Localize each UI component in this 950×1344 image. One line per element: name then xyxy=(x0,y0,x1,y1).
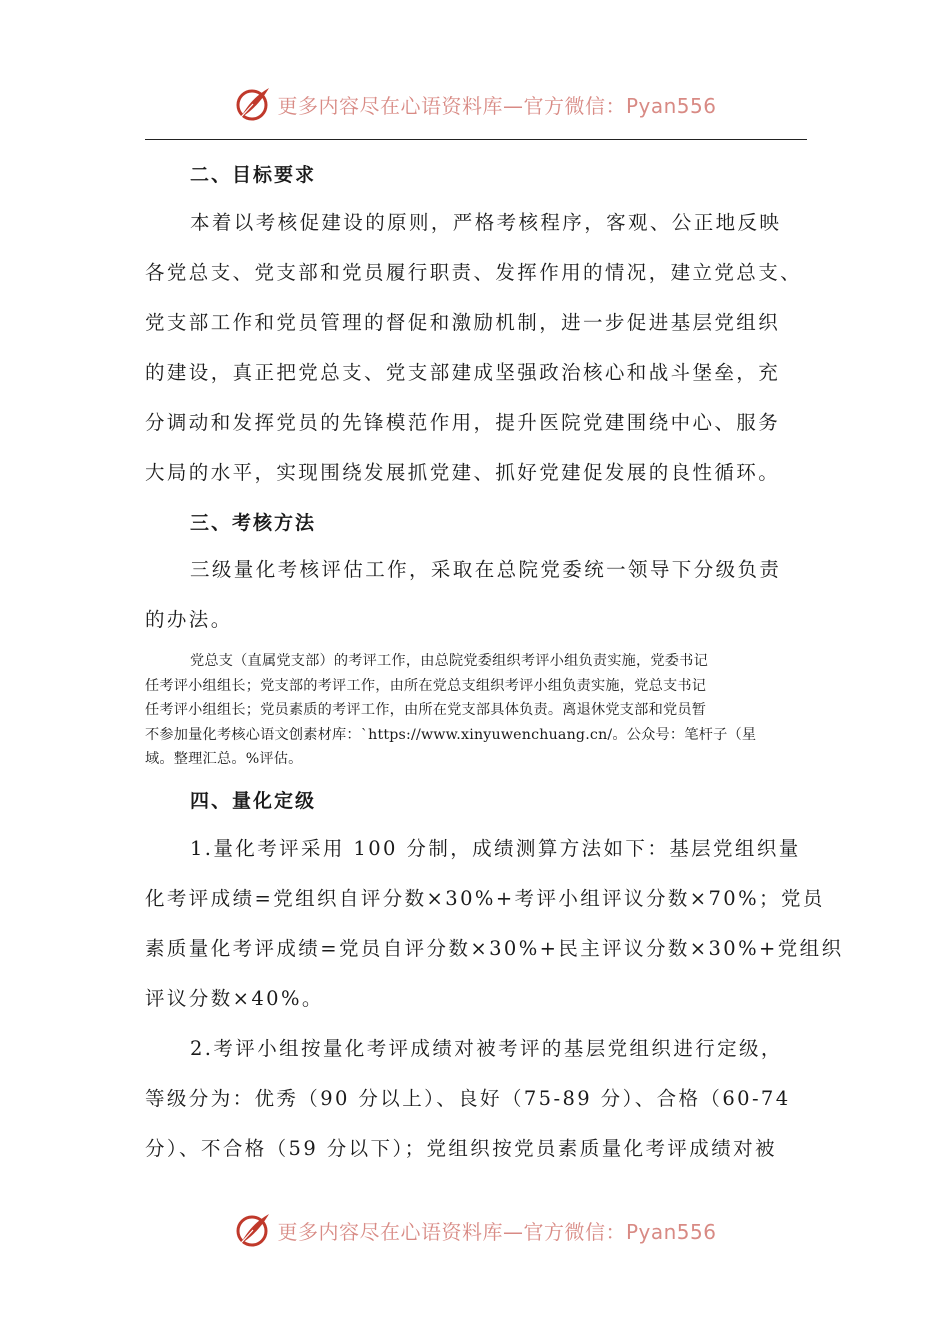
document-body xyxy=(145,150,844,1174)
paragraph-line: 任考评小组组长；党员素质的考评工作，由所在党支部具体负责。离退休党支部和党员暂 xyxy=(145,702,707,718)
header-banner xyxy=(0,82,950,126)
paragraph-line: 各党总支、党支部和党员履行职责、发挥作用的情况，建立党总支、 xyxy=(145,261,803,284)
paragraph-grading-1 xyxy=(145,824,844,1024)
paragraph-line: 化考评成绩=党组织自评分数×30%+考评小组评议分数×70%；党员 xyxy=(145,886,825,910)
paragraph-line: 党支部工作和党员管理的督促和激励机制，进一步促进基层党组织 xyxy=(145,311,781,334)
section-heading-goals: 二、目标要求 xyxy=(190,164,317,186)
paragraph-line: 评议分数×40%。 xyxy=(145,986,324,1010)
quill-logo-icon xyxy=(233,1210,273,1250)
quill-logo-icon xyxy=(233,84,273,124)
paragraph-line: 分调动和发挥党员的先锋模范作用，提升医院党建围绕中心、服务 xyxy=(145,411,781,434)
paragraph-line: 等级分为：优秀（90 分以上）、良好（75-89 分）、合格（60-74 xyxy=(145,1086,791,1110)
paragraph-line: 2.考评小组按量化考评成绩对被考评的基层党组织进行定级， xyxy=(190,1036,783,1060)
paragraph-line: 三级量化考核评估工作，采取在总院党委统一领导下分级负责 xyxy=(190,558,782,581)
paragraph-line: 党总支（直属党支部）的考评工作，由总院党委组织考评小组负责实施，党委书记 xyxy=(190,653,708,669)
paragraph-line: 不参加量化考核心语文创素材库：`https://www.xinyuwenchuang.cn/。公众号：笔杆子（星 xyxy=(145,726,757,743)
paragraph-line: 大局的水平，实现围绕发展抓党建、抓好党建促发展的良性循环。 xyxy=(145,461,781,484)
paragraph-line: 素质量化考评成绩=党员自评分数×30%+民主评议分数×30%+党组织 xyxy=(145,936,844,960)
section-heading-method: 三、考核方法 xyxy=(190,512,317,534)
paragraph-line: 的建设，真正把党总支、党支部建成坚强政治核心和战斗堡垒，充 xyxy=(145,361,781,384)
paragraph-line: 的办法。 xyxy=(145,608,233,631)
paragraph-line: 分）、不合格（59 分以下）；党组织按党员素质量化考评成绩对被 xyxy=(145,1136,777,1160)
section-heading-grading: 四、量化定级 xyxy=(190,789,317,812)
paragraph-method xyxy=(145,545,820,645)
paragraph-line: 域。整理汇总。%评估。 xyxy=(145,751,303,767)
paragraph-line: 任考评小组组长；党支部的考评工作，由所在党总支组织考评小组负责实施，党总支书记 xyxy=(145,677,707,694)
header-divider xyxy=(145,139,807,140)
paragraph-line: 本着以考核促建设的原则，严格考核程序，客观、公正地反映 xyxy=(190,211,782,234)
paragraph-goals xyxy=(145,198,820,498)
paragraph-method-detail xyxy=(145,649,807,772)
header-banner-text: 更多内容尽在心语资料库—官方微信：Pyan556 xyxy=(277,93,717,118)
paragraph-grading-2 xyxy=(145,1024,820,1174)
paragraph-line: 1.量化考评采用 100 分制，成绩测算方法如下：基层党组织量 xyxy=(190,836,801,860)
footer-banner xyxy=(0,1208,950,1252)
footer-banner-text: 更多内容尽在心语资料库—官方微信：Pyan556 xyxy=(277,1219,717,1244)
